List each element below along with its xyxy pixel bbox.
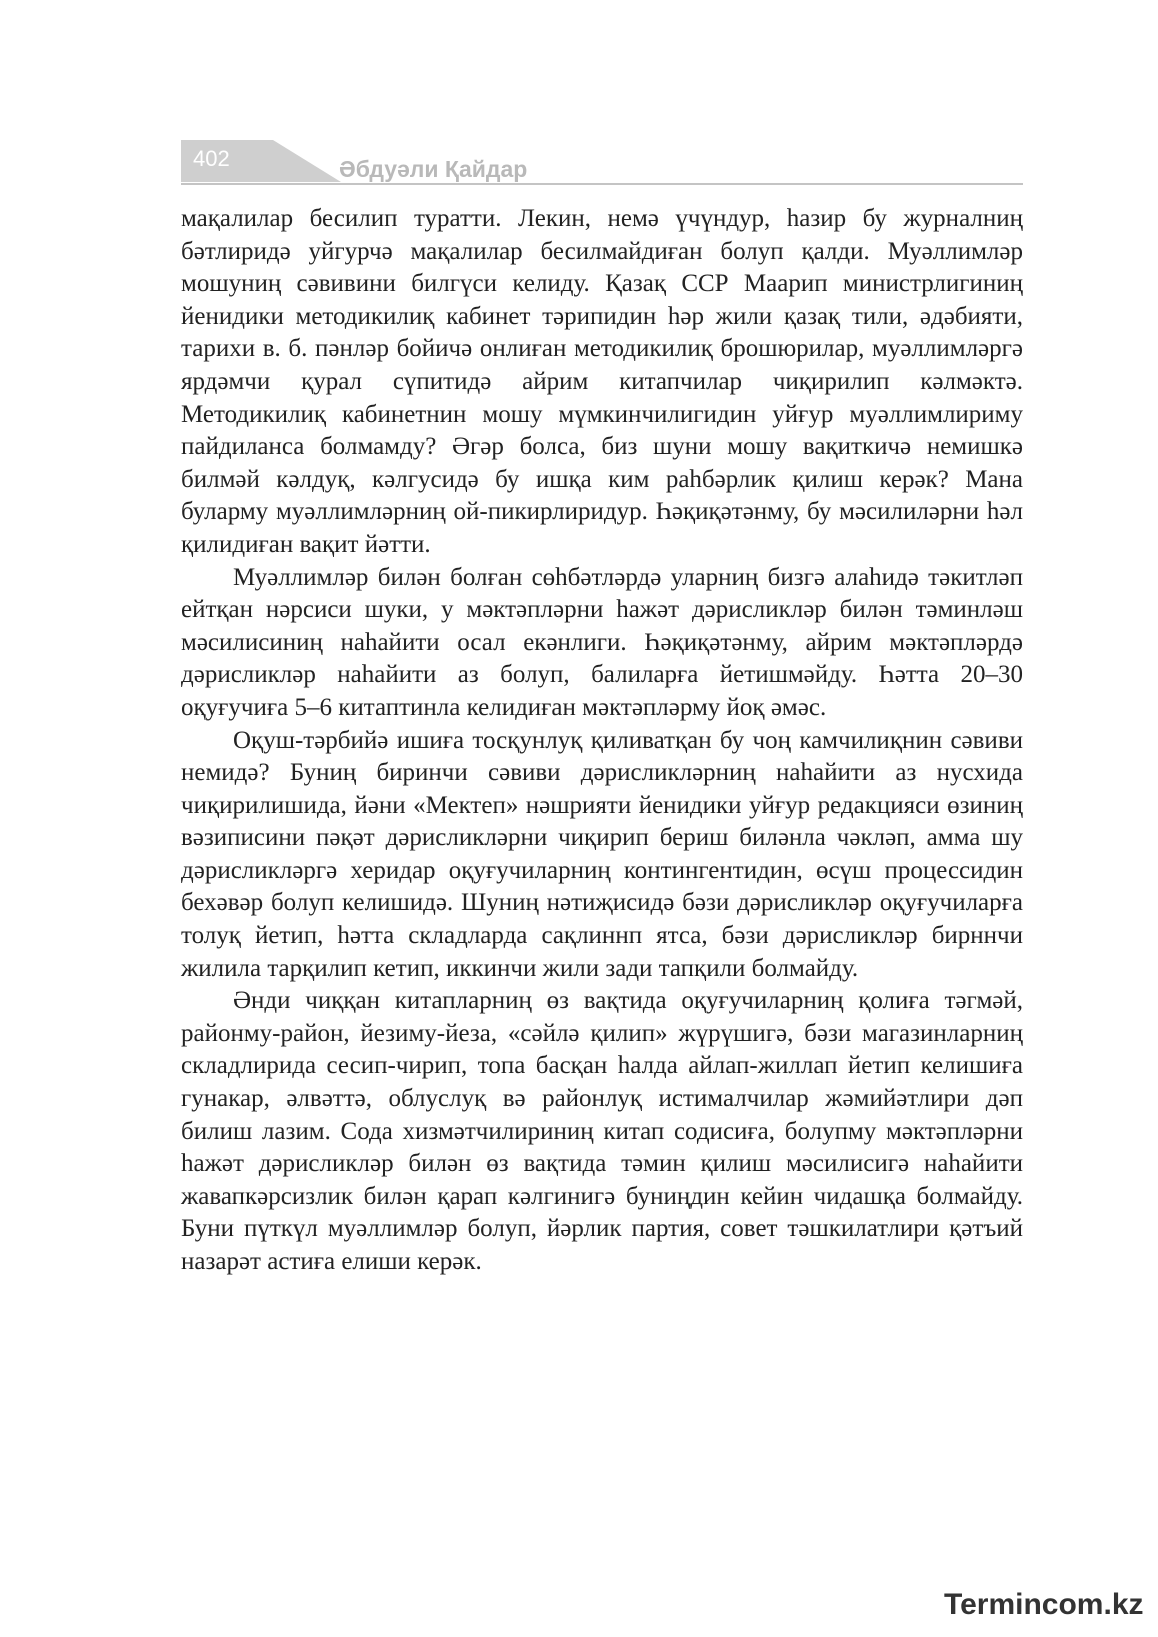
watermark-text: Termincom.kz (944, 1588, 1144, 1621)
page-header (181, 140, 1023, 188)
watermark-logo (944, 1588, 1144, 1628)
paragraph-2: Муәллимләр билән болған сөһбәтләрдә уларниң бизгә алаһидә тәкитләп ейтқан нәрсиси шуки, у мәктәпләрни һажәт дәрисликләр билән тәминләш мәсилисиниң наһайити осал екәнлиги. Һәқиқәтәнму, айрим мәктәпләрдә дәрисликләр наһайити аз болуп, балиларға йетишмәйду. Һәтта 20–30 оқуғучиға 5–6 китаптинла келидиған мәктәпләрму йоқ әмәс. (181, 563, 1023, 721)
paragraph-1: мақалилар бесилип туратти. Лекин, немә үчүндур, һазир бу журналниң бәтлиридә уйгурчә мақалилар бесилмайдиған болуп қалди. Муәллимләр мошуниң сәвивини билгүси келиду. Қазақ ССР Маарип министрлигиниң йенидики методикилиқ кабинет тәрипидин һәр жили қазақ тили, әдәбияти, тарихи в. б. пәнләр бойичә онлиған методикилиқ брошюрилар, муәллимләргә ярдәмчи қурал сүпитидә айрим китапчилар чиқирилип кәлмәктә. Методикилиқ кабинетнин мошу мүмкинчилигидин уйғур муәллимлириму пайдиланса болмамду? Әгәр болса, биз шуни мошу вақиткичә немишкә билмәй кәлдуқ, кәлгусидә бу ишқа ким раһбәрлик қилиш керәк? Мана буларму муәллимләрниң ой-пикирлиридур. Һәқиқәтәнму, бу мәсилиләрни һәл қилидиған вақит йәтти. (181, 205, 1023, 558)
body-text (181, 203, 1023, 1279)
page-number-tab-wedge (273, 140, 341, 182)
running-head-author: Әбдуәли Қайдар (339, 156, 528, 182)
page-number: 402 (193, 146, 230, 171)
header-rule (181, 183, 1023, 185)
paragraph-3: Оқуш-тәрбийә ишиға тосқунлуқ қиливатқан бу чоң камчилиқнин сәвиви немидә? Буниң биринчи сәвиви дәрисликләрниң наһайити аз нусхида чиқирилишида, йәни «Мектеп» нәшрияти йенидики уйғур редакцияси өзиниң вәзиписини пәқәт дәрисликләрни чиқирип бериш биләнла чәкләп, амма шу дәрисликләргә херидар оқуғучиларниң контингентидин, өсүш процессидин бехәвәр болуп келишидә. Шуниң нәтиҗисидә бәзи дәрисликләр оқуғучиларға толуқ йетип, һәтта складларда сақлиннп ятса, бәзи дәрисликләр бирннчи жилила тарқилип кетип, иккинчи жили зади тапқили болмайду. (181, 726, 1023, 982)
paragraph-4: Әнди чиққан китапларниң өз вақтида оқуғучиларниң қолиға тәгмәй, районму-район, йезиму-йеза, «сәйлә қилип» жүрүшигә, бәзи магазинларниң складлирида сесип-чирип, топа басқан һалда айлап-жиллап йетип келишиға гунакар, әлвәттә, облуслуқ вә районлуқ истималчилар жәмийәтлири дәп билиш лазим. Сода хизмәтчилириниң китап содисиға, болупму мәктәпләрни һажәт дәрисликләр билән өз вақтида тәмин қилиш мәсилисигә наһайити жавапкәрсизлик билән қарап кәлгинигә буниңдин кейин чидашқа болмайду. Буни пүткүл муәллимләр болуп, йәрлик партия, совет тәшкилатлири қәтъий назарәт астиға елиши керәк. (181, 987, 1023, 1275)
